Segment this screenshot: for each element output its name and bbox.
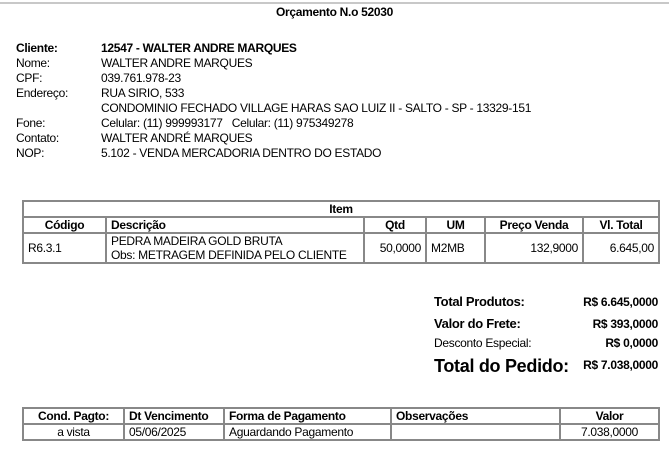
top-divider	[0, 2, 669, 4]
cell-total: 6.645,00	[583, 233, 659, 263]
cell-descricao	[106, 233, 364, 263]
field-value: CONDOMINIO FECHADO VILLAGE HARAS SAO LUIZ II - SALTO - SP - 13329-151	[101, 101, 532, 115]
total-produtos	[434, 294, 658, 309]
label: Total do Pedido:	[434, 356, 569, 376]
field-value: Celular: (11) 999993177 Celular: (11) 975349278	[101, 116, 354, 130]
items-header-row	[23, 217, 659, 233]
field-label: NOP:	[16, 146, 45, 160]
client-row	[16, 146, 531, 161]
field-label: Contato:	[16, 131, 59, 145]
header-codigo: Código	[23, 217, 106, 233]
page-title: Orçamento N.o 52030	[275, 5, 394, 19]
field-label: Nome:	[16, 56, 50, 70]
valor-frete	[434, 316, 658, 331]
header-valor: Valor	[560, 408, 659, 424]
label: Total Produtos:	[434, 294, 525, 309]
label: Desconto Especial:	[434, 336, 532, 350]
total-pedido	[434, 356, 658, 377]
header-preco: Preço Venda	[485, 217, 583, 233]
items-caption: Item	[23, 201, 659, 217]
cell-preco: 132,9000	[485, 233, 583, 263]
field-label	[16, 101, 101, 116]
client-info	[16, 41, 531, 161]
cell-cond: a vista	[23, 424, 124, 440]
field-value: 12547 - WALTER ANDRE MARQUES	[101, 41, 297, 55]
client-row	[16, 131, 531, 146]
header-qtd: Qtd	[364, 217, 426, 233]
field-value: 039.761.978-23	[101, 71, 181, 85]
field-label: Cliente:	[16, 41, 58, 55]
cell-venc: 05/06/2025	[124, 424, 224, 440]
client-row	[16, 116, 531, 131]
header-total: Vl. Total	[583, 217, 659, 233]
payment-header-row	[23, 408, 659, 424]
value: R$ 0,0000	[605, 336, 658, 350]
field-value: WALTER ANDRÉ MARQUES	[101, 131, 253, 145]
cell-obs	[391, 424, 560, 440]
client-row	[16, 86, 531, 101]
cell-qtd: 50,0000	[364, 233, 426, 263]
field-value: RUA SIRIO, 533	[101, 86, 185, 100]
payment-table	[22, 407, 660, 441]
field-value: WALTER ANDRE MARQUES	[101, 56, 253, 70]
cell-um: M2MB	[426, 233, 485, 263]
client-row	[16, 101, 531, 116]
field-label: Endereço:	[16, 86, 69, 100]
header-descricao: Descrição	[106, 217, 364, 233]
client-row	[16, 56, 531, 71]
header-forma: Forma de Pagamento	[224, 408, 391, 424]
cell-codigo: R6.3.1	[23, 233, 106, 263]
table-row	[23, 233, 659, 263]
client-row	[16, 41, 531, 56]
item-description: PEDRA MADEIRA GOLD BRUTA	[111, 234, 283, 248]
field-label: Fone:	[16, 116, 46, 130]
header-um: UM	[426, 217, 485, 233]
desconto-especial	[434, 336, 658, 350]
cell-valor: 7.038,0000	[560, 424, 659, 440]
value: R$ 7.038,0000	[583, 358, 658, 372]
field-label: CPF:	[16, 71, 43, 85]
header-cond: Cond. Pagto:	[23, 408, 124, 424]
value: R$ 6.645,0000	[583, 295, 658, 309]
field-value: 5.102 - VENDA MERCADORIA DENTRO DO ESTADO	[101, 146, 382, 160]
client-row	[16, 71, 531, 86]
value: R$ 393,0000	[592, 317, 658, 331]
item-obs: Obs: METRAGEM DEFINIDA PELO CLIENTE	[111, 248, 347, 262]
header-obs: Observações	[391, 408, 560, 424]
label: Valor do Frete:	[434, 316, 521, 331]
table-row	[23, 424, 659, 440]
items-table	[22, 200, 660, 264]
header-venc: Dt Vencimento	[124, 408, 224, 424]
cell-forma: Aguardando Pagamento	[224, 424, 391, 440]
